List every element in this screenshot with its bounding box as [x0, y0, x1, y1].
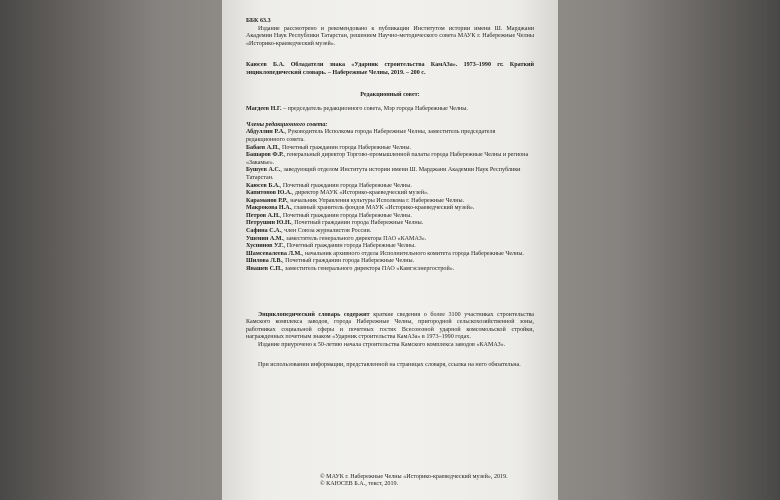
member-row — [246, 258, 534, 266]
member-row — [246, 167, 534, 182]
member-role: , Почетный гражданин города Набережные Челны. — [283, 243, 416, 250]
member-row — [246, 145, 534, 153]
member-role: , директор МАУК «Историко-краеведческий музей». — [291, 190, 429, 197]
member-name: Ушенин А.М. — [246, 235, 284, 242]
member-role: – председатель редакционного совета, Мэр города Набережные Челны. — [281, 106, 468, 113]
approval-text: Издание рассмотрено и рекомендовано к публикации Институтом истории имени Ш. Марджани Академии Наук Республики Татарстан, решением Научно-методического совета МАУК г. Набережные Челны «Историко-краеведческий музей». — [246, 25, 534, 47]
member-role: , заведующий отделом Института истории имени Ш. Марджани Академии Наук Республики Татарстан. — [246, 167, 521, 181]
member-role: , заместитель генерального директора ПАО «Камгэсэнергострой». — [281, 266, 455, 273]
copyright-line: © МАУК г. Набережные Челны «Историко-краеведческий музей», 2019. — [320, 474, 508, 480]
board-title: Редакционный совет: — [360, 91, 420, 98]
member-name: Абдуллин Р.А. — [246, 129, 285, 136]
member-row — [246, 266, 534, 274]
member-name: Шамсевалеева Л.М. — [246, 250, 302, 257]
member-name: Башаров Ф.Р. — [246, 152, 284, 159]
member-name: Каюсев Б.А. — [246, 182, 280, 189]
member-name: Хуснинов У.Г. — [246, 243, 284, 250]
member-name: Бушуев А.С. — [246, 167, 281, 174]
summary-lead: Энциклопедический словарь содержит — [258, 311, 370, 318]
member-name: Капитонов Ю.А. — [246, 190, 292, 197]
member-role: , Почетный гражданин города Набережные Челны. — [279, 182, 412, 189]
member-role: , Почетный гражданин города Набережные Челны. — [278, 144, 411, 151]
member-row — [246, 220, 534, 228]
member-name: Янашев С.П. — [246, 266, 282, 273]
member-name: Караманов Р.Р. — [246, 197, 288, 204]
member-name: Шилова Л.В. — [246, 258, 283, 265]
member-row — [246, 129, 534, 144]
copyright-line: © КАЮСЕВ Б.А., текст, 2019. — [320, 481, 399, 488]
member-row — [246, 152, 534, 167]
dedication-text: Издание приурочено к 50-летию начала строительства Камского комплекса заводов «КАМАЗ». — [258, 342, 506, 348]
member-role: , Почетный гражданин города Набережные Челны. — [282, 258, 415, 265]
member-role: , Почетный гражданин города Набережные Челны. — [279, 212, 412, 219]
member-role: , начальник архивного отдела Исполнительного комитета города Набережные Челны. — [301, 250, 524, 257]
member-name: Петров А.Н. — [246, 212, 280, 219]
member-role: , член Союза журналистов России. — [281, 228, 372, 235]
member-role: , заместитель генерального директора ПАО «КАМАЗ». — [283, 235, 427, 242]
member-name: Макрокова Н.А. — [246, 205, 292, 212]
member-role: , генеральный директор Торгово-промышленной палаты города Набережные Челны и региона «Закамье». — [246, 152, 529, 166]
member-row — [246, 243, 534, 251]
board-chair — [246, 106, 534, 114]
bbk-code: ББК 63.3 — [246, 18, 271, 24]
summary-rest: краткие сведения о более 3100 участниках строительства Камского комплекса заводов, города Набережные Челны, пригородной сельскохозяйственной зоны, работниках социальной сферы и почетных гостях Всесоюзной ударной комсомольской стройки, награжденных почетным знаком «Ударник строительства КамАЗа» в 1973–1990 годах. — [246, 311, 535, 341]
member-role: , Руководитель Исполкома города Набережные Челны, заместитель председателя редакционного совета. — [246, 129, 496, 143]
member-row — [246, 228, 534, 236]
member-name: Сафина С.А. — [246, 228, 282, 235]
members-list — [246, 129, 534, 273]
member-row — [246, 205, 534, 213]
member-row — [246, 190, 534, 198]
member-name: Бабаев А.П. — [246, 144, 279, 151]
member-name: Петрушин Ю.Н. — [246, 220, 292, 227]
citation-text: Каюсев Б.А. Обладатели знака «Ударник строительства КамАЗа». 1973–1990 гг. Краткий энциклопедический словарь. – Набережные Челны, 2019. – 200 с. — [246, 62, 534, 76]
copyright-block — [320, 474, 508, 489]
document-page — [222, 0, 558, 500]
member-role: , начальник Управления культуры Исполкома г. Набережные Челны. — [287, 197, 465, 204]
member-role: , главный хранитель фондов МАУК «Историко-краеведческий музей». — [291, 205, 475, 212]
summary-text — [246, 312, 534, 342]
usage-notice: При использовании информации, представленной на страницах словаря, ссылка на него обязательна. — [258, 361, 521, 368]
member-role: , Почетный гражданин города Набережные Челны. — [291, 220, 424, 227]
member-name: Магдеев Н.Г. — [246, 106, 282, 113]
member-row — [246, 183, 534, 191]
members-title: Члены редакционного совета: — [246, 121, 328, 128]
